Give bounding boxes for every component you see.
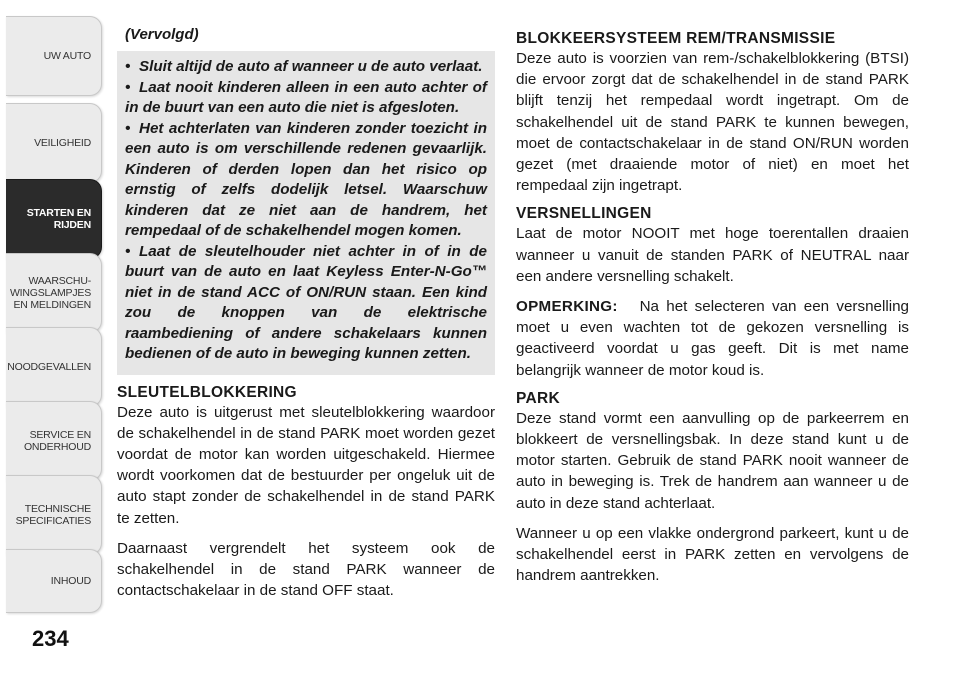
- section-heading: PARK: [516, 389, 560, 407]
- body-paragraph: Wanneer u op een vlakke ondergrond parkeert, kunt u de schakelhendel eerst in PARK zetten en vervolgens de handrem aantrekken.: [516, 524, 909, 585]
- warning-item: • Het achterlaten van kinderen zonder toezicht in een auto is om verschillende redenen gevaarlijk. Kinderen of derden lopen dan het risico op ernstig of zelfs dodelijk letsel. Waarschuw kinderen dat ze niet aan de handrem, het rempedaal of de schakelhendel mogen komen.: [125, 119, 487, 239]
- body-paragraph: Deze auto is voorzien van rem-/schakelblokkering (BTSI) die ervoor zorgt dat de schakelhendel in de stand PARK blijft tenzij het rempedaal wordt ingetrapt. Om de schakelhendel uit de stand PARK te kunnen bewegen, moet de contactschakelaar in de stand ON/RUN worden gezet (met draaiende motor of niet) en moet het rempedaal zijn ingetrapt.: [516, 50, 909, 195]
- tab-starten-en-rijden[interactable]: [6, 179, 102, 259]
- body-paragraph: Deze auto is uitgerust met sleutelblokkering waardoor de schakelhendel in de stand PARK moet worden gezet voordat de motor kan worden uitgeschakeld. Hiermee wordt voorkomen dat de bestuurder per ongeluk uit de auto stapt zonder de schakelhendel in de stand PARK te zetten.: [117, 403, 495, 527]
- left-column: [117, 26, 495, 601]
- tab-uw-auto[interactable]: [6, 16, 102, 96]
- warning-item: • Laat nooit kinderen alleen in een auto achter of in de buurt van een auto die niet is afgesloten.: [125, 78, 487, 116]
- note-label: OPMERKING:: [516, 298, 618, 316]
- tab-label: RIJDEN: [53, 219, 91, 231]
- tab-label: VEILIGHEID: [34, 137, 91, 149]
- warning-item: • Sluit altijd de auto af wanneer u de auto verlaat.: [125, 58, 483, 75]
- body-paragraph: Daarnaast vergrendelt het systeem ook de schakelhendel in de stand PARK wanneer de contactschakelaar in de stand OFF staat.: [117, 539, 495, 600]
- tab-label: SPECIFICATIES: [15, 515, 91, 527]
- body-paragraph: Laat de motor NOOIT met hoge toerentallen draaien wanneer u vanuit de standen PARK of NEUTRAL naar een andere versnelling schakelt.: [516, 225, 909, 285]
- warning-item: • Laat de sleutelhouder niet achter in of in de buurt van de auto en laat Keyless Enter-N-Go™ niet in de stand ACC of ON/RUN staan. Een kind zou de knoppen van de elektrische raambediening of andere schakelaars kunnen bedienen of de auto in beweging kunnen zetten.: [125, 242, 487, 362]
- warning-box: [117, 51, 495, 375]
- tab-label: NOODGEVALLEN: [7, 361, 91, 373]
- body-paragraph: Deze stand vormt een aanvulling op de parkeerrem en blokkeert de versnellingsbak. In deze stand kunt u de motor starten. Gebruik de stand PARK nooit wanneer de auto in beweging is. Trek de handrem aan wanneer u de auto in deze stand achterlaat.: [516, 409, 909, 512]
- tab-label: UW AUTO: [43, 50, 91, 62]
- right-column: [516, 30, 909, 586]
- tab-technische-specificaties[interactable]: [6, 475, 102, 555]
- tab-label: SERVICE EN: [29, 429, 91, 441]
- note-text: Na het selecteren van een versnelling moet u even wachten tot de gekozen versnelling is geactiveerd voordat u gas geeft. Dit is met name belangrijk wanneer de motor koud is.: [516, 298, 909, 379]
- tab-inhoud[interactable]: [6, 549, 102, 613]
- section-heading: SLEUTELBLOKKERING: [117, 383, 297, 401]
- tab-label: WINGSLAMPJES: [9, 287, 91, 299]
- tab-veiligheid[interactable]: [6, 103, 102, 183]
- page-number: 234: [32, 626, 69, 651]
- tab-waarschuwingslampjes[interactable]: [6, 253, 102, 333]
- continued-label: (Vervolgd): [125, 26, 199, 43]
- note-paragraph: [516, 296, 909, 381]
- tab-label: WAARSCHU-: [28, 275, 91, 287]
- tab-service-en-onderhoud[interactable]: [6, 401, 102, 481]
- section-heading: BLOKKEERSYSTEEM REM/TRANSMISSIE: [516, 30, 836, 47]
- tab-label: EN MELDINGEN: [13, 299, 91, 311]
- tab-label: INHOUD: [50, 575, 91, 587]
- tab-noodgevallen[interactable]: [6, 327, 102, 407]
- section-heading: VERSNELLINGEN: [516, 205, 652, 223]
- tab-label: STARTEN EN: [26, 207, 91, 219]
- tab-label: TECHNISCHE: [24, 503, 91, 515]
- tab-label: ONDERHOUD: [23, 441, 91, 453]
